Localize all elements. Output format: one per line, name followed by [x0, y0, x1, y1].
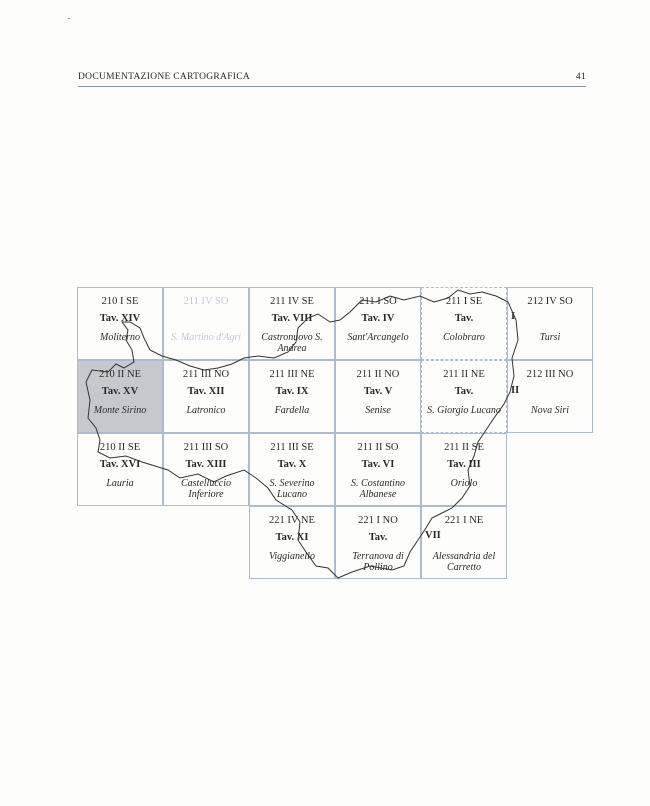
sheet-place: S. Martino d'Agri: [170, 332, 242, 343]
tavola-numeral-label: VII: [425, 530, 441, 541]
sheet-place: Lauria: [106, 478, 134, 489]
tavola-numeral-label: II: [511, 385, 520, 396]
sheet-code: 211 II SO: [357, 442, 399, 453]
sheet-tavola: Tav. VIII: [271, 313, 313, 324]
sheet-tavola: Tav. XIV: [99, 313, 141, 324]
sheet-code: 211 II NE: [443, 369, 485, 380]
sheet-tavola: Tav.: [454, 313, 474, 324]
sheet-place: Monte Sirino: [93, 405, 147, 416]
sheet-place: Alessandria del Carretto: [432, 551, 496, 573]
sheet-code: 221 I NE: [444, 515, 484, 526]
sheet-code: 211 IV SE: [270, 296, 314, 307]
sheet-tavola: Tav.: [454, 386, 474, 397]
sheet-tavola: Tav. IX: [275, 386, 309, 397]
sheet-code: 211 III NO: [182, 369, 230, 380]
sheet-code: 211 II SE: [444, 442, 484, 453]
sheet-code: 221 IV NE: [269, 515, 315, 526]
sheet-place: Moliterno: [100, 332, 140, 343]
sheet-place: Senise: [365, 405, 391, 416]
sheet-place: Castronuovo S. Andrea: [261, 332, 323, 354]
sheet-tavola: Tav. XII: [187, 386, 225, 397]
sheet-code: 211 III NE: [269, 369, 315, 380]
sheet-place: Sant'Arcangelo: [347, 332, 409, 343]
sheet-place: Castelluccio Inferiore: [181, 478, 231, 500]
sheet-tavola: Tav. XVI: [99, 459, 141, 470]
sheet-code: 210 II NE: [99, 369, 141, 380]
sheet-code: 211 III SO: [183, 442, 229, 453]
sheet-place: Oriolo: [450, 478, 478, 489]
sheet-code: 211 II NO: [356, 369, 400, 380]
sheet-tavola: Tav. XV: [101, 386, 139, 397]
sheet-place: Colobraro: [443, 332, 485, 343]
sheet-tavola: Tav. X: [277, 459, 307, 470]
boundary-line: [86, 290, 518, 578]
sheet-tavola: Tav. V: [363, 386, 393, 397]
sheet-code: 211 I SE: [445, 296, 483, 307]
sheet-place: S. Costantino Albanese: [351, 478, 405, 500]
sheet-place: Terranova di Pollino: [352, 551, 404, 573]
sheet-code: 211 III SE: [270, 442, 314, 453]
sheet-tavola: Tav. III: [447, 459, 481, 470]
sheet-tavola: Tav. IV: [361, 313, 395, 324]
sheet-place: S. Giorgio Lucano: [427, 405, 501, 416]
sheet-code: 210 I SE: [101, 296, 139, 307]
sheet-place: Tursi: [539, 332, 561, 343]
sheet-place: Nova Siri: [530, 405, 570, 416]
page-number: 41: [575, 72, 586, 82]
sheet-place: S. Severino Lucano: [269, 478, 315, 500]
sheet-tavola: Tav.: [368, 532, 388, 543]
sheet-code: 211 I SO: [359, 296, 397, 307]
sheet-tavola: Tav. XIII: [185, 459, 227, 470]
header-title: DOCUMENTAZIONE CARTOGRAFICA: [78, 72, 251, 82]
sheet-place: Viggianello: [269, 551, 315, 562]
sheet-code: 212 III NO: [526, 369, 574, 380]
sheet-tavola: Tav. VI: [361, 459, 395, 470]
sheet-place: Latronico: [186, 405, 226, 416]
sheet-code: 210 II SE: [99, 442, 141, 453]
sheet-code: 221 I NO: [358, 515, 398, 526]
tavola-numeral-label: I: [511, 311, 516, 322]
sheet-code: 211 IV SO: [183, 296, 229, 307]
sheet-place: Fardella: [274, 405, 310, 416]
sheet-tavola: Tav. XI: [275, 532, 309, 543]
sheet-code: 212 IV SO: [527, 296, 573, 307]
